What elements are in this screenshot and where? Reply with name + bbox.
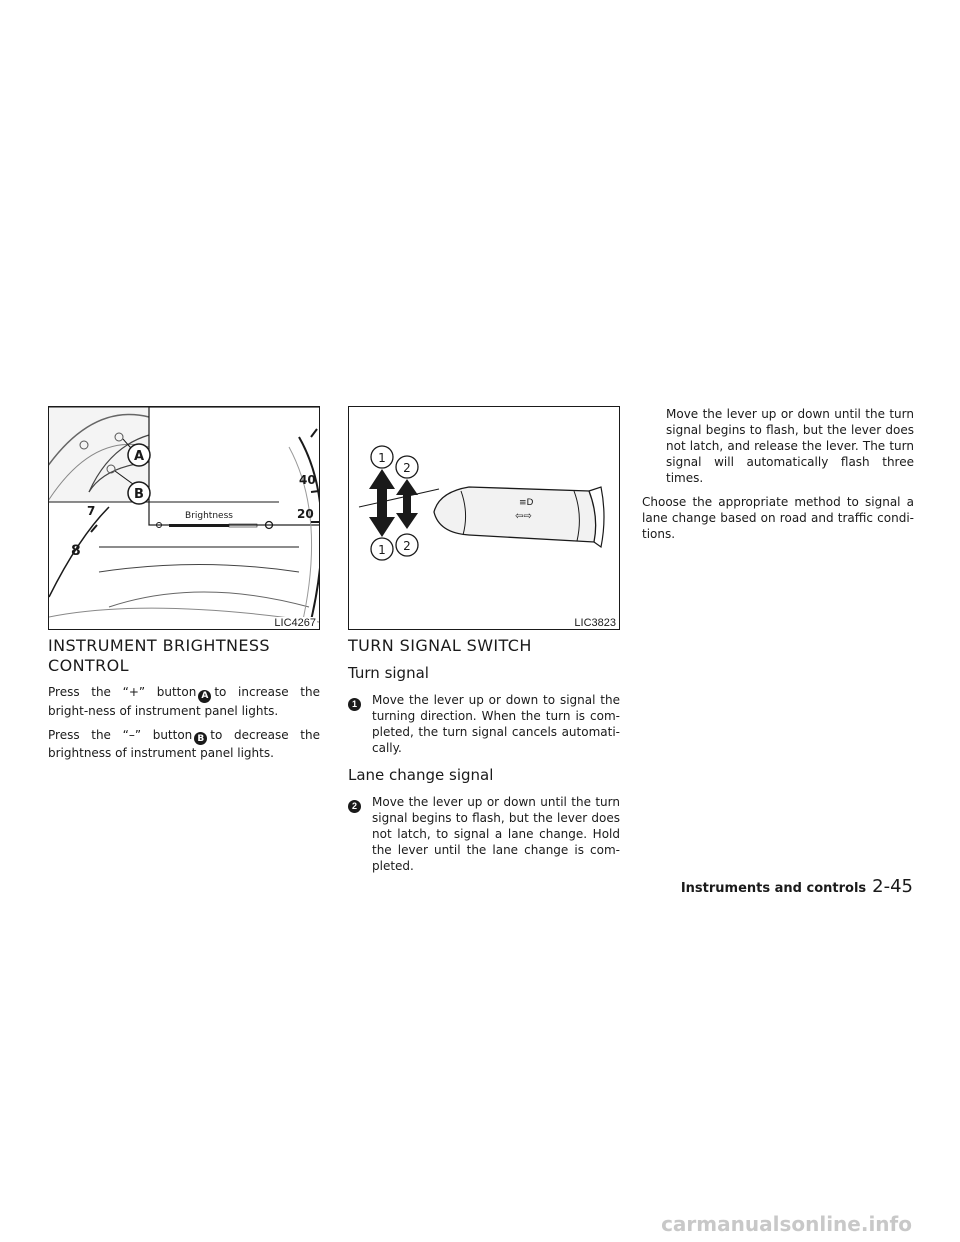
section-title-brightness: [48, 636, 320, 676]
figure-turn-signal: [348, 406, 620, 630]
column-right: [642, 406, 914, 550]
display-brightness-label: Brightness: [185, 511, 233, 521]
marker-2-icon: 2: [348, 800, 361, 813]
subheading-turn-signal: Turn signal: [348, 664, 429, 682]
watermark: carmanualsonline.info: [661, 1212, 912, 1236]
column-left: [48, 406, 320, 769]
subheading-lane-change: Lane change signal: [348, 766, 494, 784]
callout-b-label: B: [134, 487, 144, 502]
item-text: Move the lever up or down until the turn signal begins to flash, but the lever does not latch, to signal a lane change. Hold the lever until the lane change is com-pleted.: [372, 795, 620, 873]
svg-text:⇦⇨: ⇦⇨: [515, 511, 532, 522]
marker-b-icon: B: [194, 732, 207, 745]
marker-1-icon: 1: [348, 698, 361, 711]
turn-signal-lever-illustration: [349, 407, 619, 629]
title-line-2: CONTROL: [48, 656, 129, 675]
page-number: 2-45: [872, 876, 913, 897]
gauge-number-40: 40: [299, 473, 316, 487]
arrow-label-1-top: 1: [378, 451, 386, 465]
arrow-label-2-bottom: 2: [403, 539, 411, 553]
item-text: Move the lever up or down to signal the turning direction. When the turn is com-pleted, the turn signal cancels automati-cally.: [372, 693, 620, 755]
continued-item-text: Move the lever up or down until the turn signal begins to flash, but the lever does not latch, and release the lever. The turn signal will automatically flash three times.: [666, 407, 914, 485]
figure-code: LIC3823: [574, 617, 616, 629]
list-item: [348, 692, 620, 756]
page-footer: [681, 876, 913, 897]
column-middle: [348, 406, 620, 884]
marker-a-icon: A: [198, 690, 211, 703]
figure-code: LIC4267: [274, 617, 316, 629]
section-title-turn-signal: TURN SIGNAL SWITCH: [348, 636, 532, 655]
arrow-label-2-top: 2: [403, 461, 411, 475]
gauge-number-7: 7: [87, 504, 96, 518]
paragraph-plus-button: Press the “+” button A to increase the bright-ness of instrument panel lights.: [48, 685, 320, 718]
arrow-label-1-bottom: 1: [378, 543, 386, 557]
list-item: [348, 794, 620, 874]
chapter-title: Instruments and controls: [680, 881, 867, 896]
svg-text:≡D: ≡D: [519, 498, 534, 508]
figure-instrument-brightness: [48, 406, 320, 630]
paragraph-choose-method: Choose the appropriate method to signal a lane change based on road and traffic condi-tions.: [642, 495, 914, 541]
gauge-number-20: 20: [297, 507, 314, 521]
callout-a-label: A: [133, 449, 145, 464]
paragraph-minus-button: Press the “–” button B to decrease the brightness of instrument panel lights.: [48, 727, 321, 760]
title-line-1: INSTRUMENT BRIGHTNESS: [48, 636, 270, 655]
gauge-number-8: 8: [71, 543, 81, 559]
instrument-panel-illustration: [49, 407, 319, 629]
